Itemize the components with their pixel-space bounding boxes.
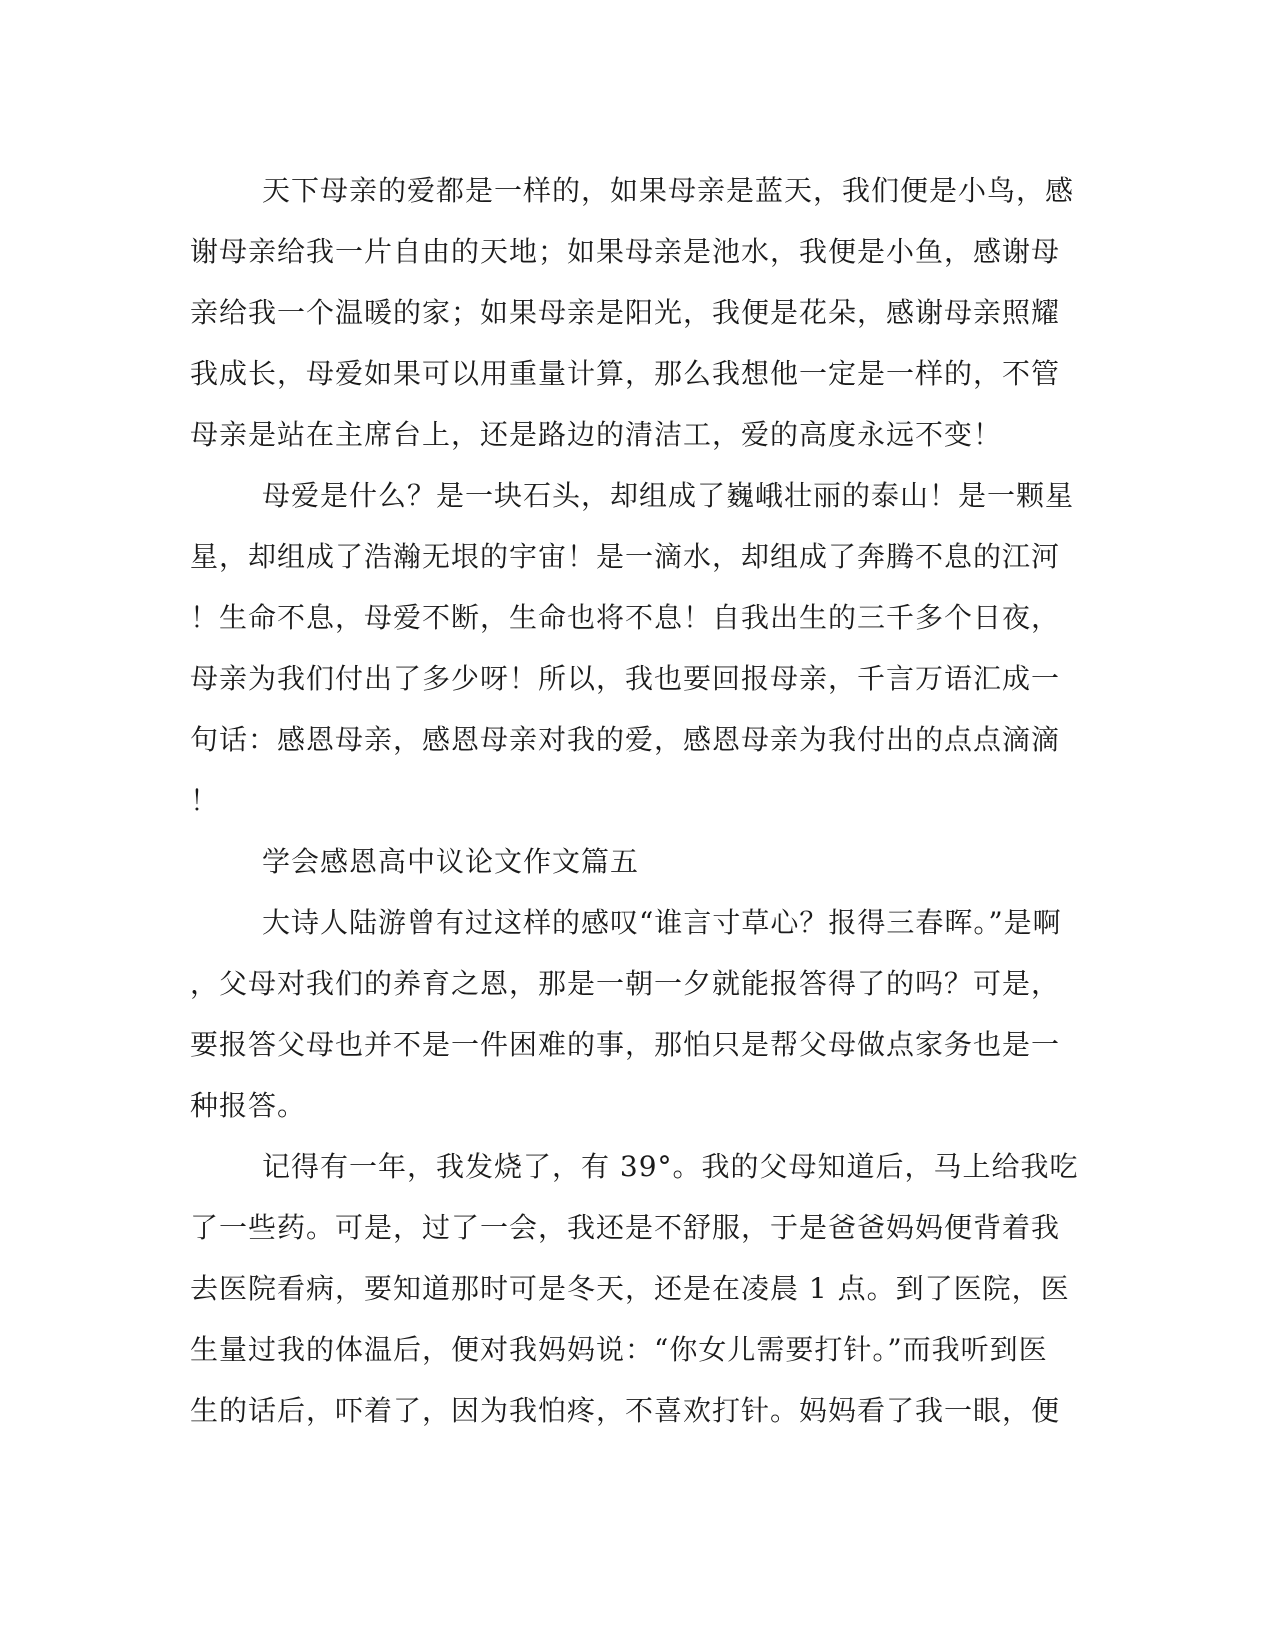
text-line: ，父母对我们的养育之恩，那是一朝一夕就能报答得了的吗？可是， (190, 967, 1061, 1000)
text-line: 句话：感恩母亲，感恩母亲对我的爱，感恩母亲为我付出的点点滴滴 (190, 723, 1061, 756)
text-line: 记得有一年，我发烧了，有 39°。我的父母知道后，马上给我吃 (262, 1150, 1079, 1183)
text-line: 天下母亲的爱都是一样的，如果母亲是蓝天，我们便是小鸟，感 (262, 174, 1075, 207)
text-line: 要报答父母也并不是一件困难的事，那怕只是帮父母做点家务也是一 (190, 1028, 1061, 1061)
text-line: 生量过我的体温后，便对我妈妈说：“你女儿需要打针。”而我听到医 (190, 1333, 1048, 1366)
text-line: ！ (190, 784, 220, 817)
text-line: 亲给我一个温暖的家；如果母亲是阳光，我便是花朵，感谢母亲照耀 (190, 296, 1061, 329)
paragraph-1 (190, 160, 1080, 465)
text-line: 去医院看病，要知道那时可是冬天，还是在凌晨 1 点。到了医院，医 (190, 1272, 1070, 1305)
text-line: ！生命不息，母爱不断，生命也将不息！自我出生的三千多个日夜， (190, 601, 1061, 634)
text-line: 我成长，母爱如果可以用重量计算，那么我想他一定是一样的，不管 (190, 357, 1061, 390)
text-line: 母爱是什么？是一块石头，却组成了巍峨壮丽的泰山！是一颗星 (262, 479, 1075, 512)
text-line: 母亲是站在主席台上，还是路边的清洁工，爱的高度永远不变！ (190, 418, 1003, 451)
text-line: 星，却组成了浩瀚无垠的宇宙！是一滴水，却组成了奔腾不息的江河 (190, 540, 1061, 573)
text-line: 种报答。 (190, 1089, 307, 1122)
paragraph-4 (190, 1136, 1080, 1441)
text-line: 母亲为我们付出了多少呀！所以，我也要回报母亲，千言万语汇成一 (190, 662, 1061, 695)
text-line: 生的话后，吓着了，因为我怕疼，不喜欢打针。妈妈看了我一眼，便 (190, 1394, 1061, 1427)
section-heading (190, 831, 1080, 892)
text-line: 谢母亲给我一片自由的天地；如果母亲是池水，我便是小鱼，感谢母 (190, 235, 1061, 268)
document-body (190, 160, 1080, 1441)
text-line: 大诗人陆游曾有过这样的感叹“谁言寸草心？报得三春晖。”是啊 (262, 906, 1062, 939)
paragraph-2 (190, 465, 1080, 831)
text-line: 了一些药。可是，过了一会，我还是不舒服，于是爸爸妈妈便背着我 (190, 1211, 1061, 1244)
heading-text: 学会感恩高中议论文作文篇五 (262, 845, 640, 878)
paragraph-3 (190, 892, 1080, 1136)
